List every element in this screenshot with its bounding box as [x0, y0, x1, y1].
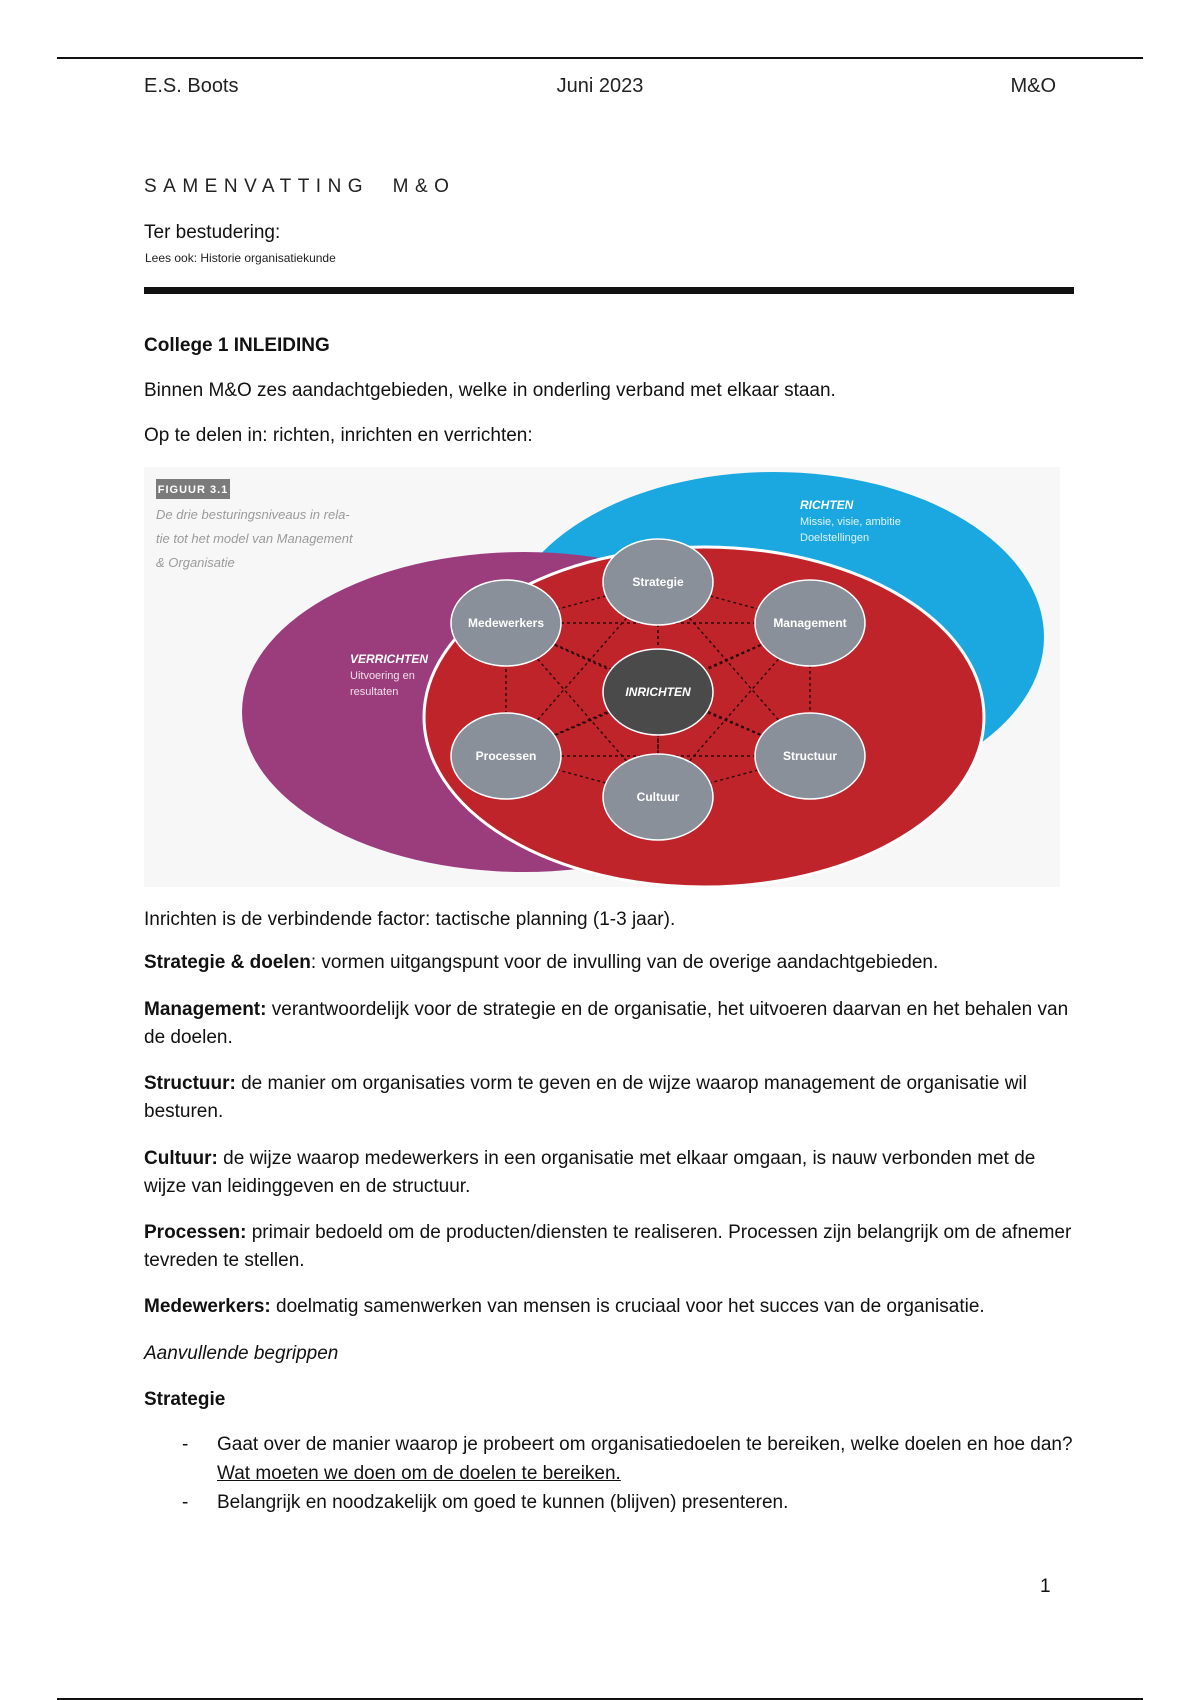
extra-heading: Aanvullende begrippen: [144, 1343, 339, 1364]
header-date: Juni 2023: [556, 75, 644, 97]
node-label-medewerkers: Medewerkers: [467, 616, 545, 630]
intro-line-2: Op te delen in: richten, inrichten en verrichten:: [144, 425, 533, 446]
mo-model-figure: [144, 467, 1060, 887]
def-cultuur: Cultuur: de wijze waarop medewerkers in een organisatie met elkaar omgaan, is nauw verbonden met de wijze van leidinggeven en de structuur.: [144, 1148, 1036, 1197]
study-note: Lees ook: Historie organisatiekunde: [145, 251, 336, 265]
intro-line-1: Binnen M&O zes aandachtgebieden, welke in onderling verband met elkaar staan.: [144, 380, 836, 401]
def-processen: Processen: primair bedoeld om de producten/diensten te realiseren. Processen zijn belangrijk om de afnemer tevreden te stellen.: [144, 1222, 1072, 1271]
college-heading: College 1 INLEIDING: [144, 335, 330, 356]
header-course: M&O: [1010, 75, 1056, 97]
def-management: Management: verantwoordelijk voor de strategie en de organisatie, het uitvoeren daarvan en het behalen van de doelen.: [144, 999, 1069, 1048]
underlined-phrase: Wat moeten we doen om de doelen te bereiken.: [217, 1463, 621, 1484]
node-label-strategie: Strategie: [632, 575, 684, 589]
strategie-bullets: [144, 1430, 1074, 1517]
page-number: 1: [1040, 1576, 1051, 1597]
node-label-cultuur: Cultuur: [636, 790, 680, 804]
top-rule: [57, 57, 1143, 59]
node-label-processen: Processen: [475, 749, 537, 763]
list-item: - Gaat over de manier waarop je probeert om organisatiedoelen te bereiken, welke doelen en hoe dan? Wat moeten we doen om de doelen te bereiken.: [182, 1434, 1073, 1484]
richten-line-1: Missie, visie, ambitie: [800, 516, 901, 528]
caption-line-3: & Organisatie: [156, 555, 235, 570]
node-label-structuur: Structuur: [783, 749, 837, 763]
section-divider: [144, 287, 1074, 294]
inrichten-line: Inrichten is de verbindende factor: tactische planning (1-3 jaar).: [144, 909, 676, 930]
node-label-inrichten: INRICHTEN: [625, 685, 691, 699]
figure-tag: FIGUUR 3.1: [157, 484, 229, 496]
document-title: SAMENVATTING M&O: [144, 176, 456, 197]
node-label-management: Management: [773, 616, 847, 630]
richten-title: RICHTEN: [800, 498, 854, 512]
study-heading: Ter bestudering:: [144, 222, 281, 243]
mo-model-diagram: [144, 467, 1060, 887]
list-item: - Belangrijk en noodzakelijk om goed te kunnen (blijven) presenteren.: [182, 1492, 789, 1513]
verrichten-title: VERRICHTEN: [350, 652, 429, 666]
def-medewerkers: Medewerkers: doelmatig samenwerken van mensen is cruciaal voor het succes van de organisatie.: [144, 1296, 985, 1317]
verrichten-line-2: resultaten: [350, 686, 399, 698]
header-author: E.S. Boots: [144, 75, 239, 97]
caption-line-2: tie tot het model van Management: [156, 531, 353, 546]
def-strategie: Strategie & doelen: vormen uitgangspunt voor de invulling van de overige aandachtgebieden.: [144, 952, 939, 973]
def-structuur: Structuur: de manier om organisaties vorm te geven en de wijze waarop management de organisatie wil besturen.: [144, 1073, 1027, 1122]
verrichten-line-1: Uitvoering en: [350, 670, 415, 682]
caption-line-1: De drie besturingsniveaus in rela-: [156, 507, 350, 522]
richten-line-2: Doelstellingen: [800, 532, 870, 544]
strategie-heading: Strategie: [144, 1389, 226, 1410]
